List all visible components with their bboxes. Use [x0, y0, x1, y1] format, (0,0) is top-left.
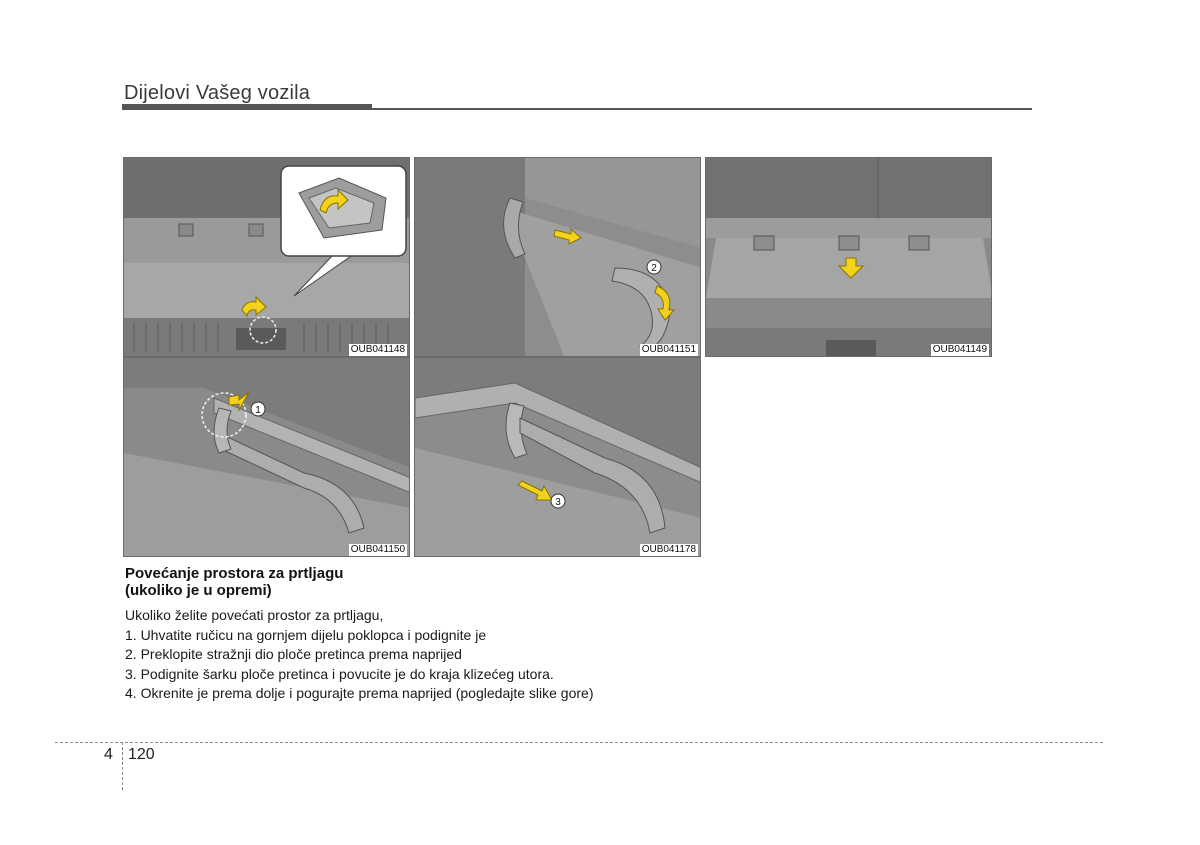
figure-lift-handle: [123, 157, 410, 357]
figure-code: OUB041151: [641, 344, 696, 355]
figure-slide-hinge: [414, 357, 701, 557]
callout-one: 1: [255, 405, 261, 416]
footer-divider: [55, 742, 1103, 743]
instruction-step: 4. Okrenite je prema dolje i pogurajte prema naprijed (pogledajte slike gore): [125, 685, 594, 702]
chapter-number: 4: [104, 746, 113, 763]
section-heading: [125, 565, 343, 599]
footer-vertical-divider: [122, 742, 123, 790]
figure-lift-hinge: [123, 357, 410, 557]
header-rule: [122, 108, 1032, 110]
callout-three: 3: [555, 497, 561, 508]
instructions-intro: Ukoliko želite povećati prostor za prtljagu,: [125, 607, 384, 623]
section-heading-line2: (ukoliko je u opremi): [125, 582, 272, 599]
callout-two: 2: [651, 263, 657, 274]
figure-code: OUB041148: [350, 344, 405, 355]
instruction-step: 3. Podignite šarku ploče pretinca i povucite je do kraja klizećeg utora.: [125, 665, 554, 682]
page-header-title: Dijelovi Vašeg vozila: [124, 82, 311, 104]
figure-code: OUB041150: [350, 544, 405, 555]
figure-fold-panel: [414, 157, 701, 357]
figure-code: OUB041149: [932, 344, 987, 355]
page-number: 120: [128, 746, 155, 763]
figure-panel-down: [705, 157, 992, 357]
figure-code: OUB041178: [641, 544, 696, 555]
instructions: [125, 606, 593, 704]
instruction-step: 2. Preklopite stražnji dio ploče pretinca prema naprijed: [125, 646, 462, 663]
instruction-step: 1. Uhvatite ručicu na gornjem dijelu poklopca i podignite je: [125, 626, 487, 643]
section-heading-line1: Povećanje prostora za prtljagu: [125, 565, 344, 582]
